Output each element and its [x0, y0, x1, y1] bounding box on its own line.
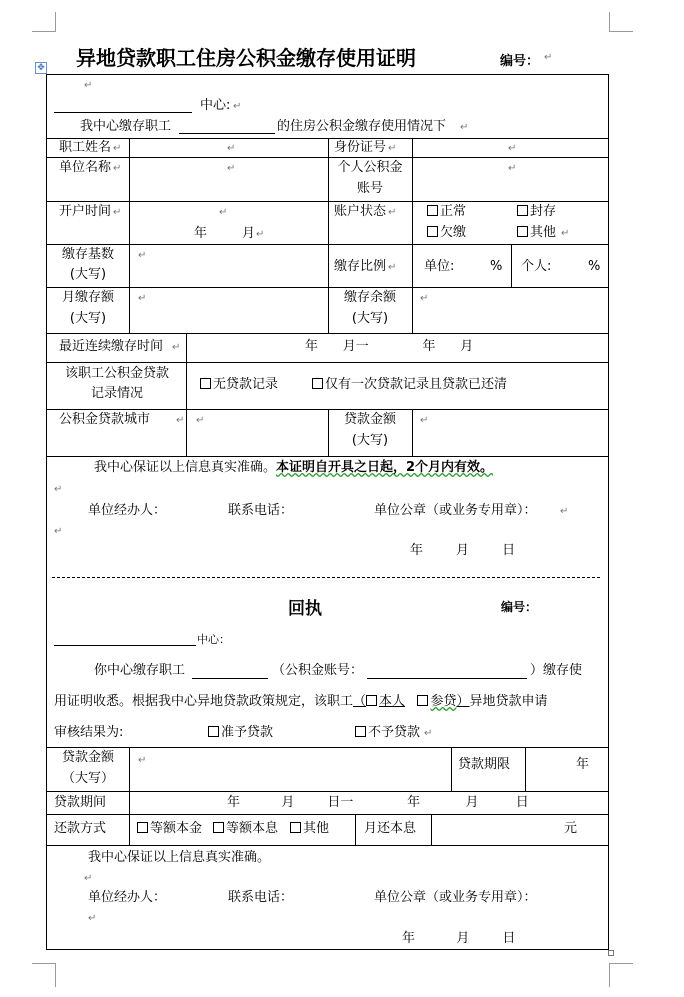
receipt-phone-label: 联系电话：	[228, 890, 294, 905]
paragraph-mark: ↵	[544, 52, 553, 63]
approve-loan-checkbox[interactable]: 准予贷款	[208, 725, 273, 741]
receipt-label-repay-method: 还款方式	[54, 821, 107, 836]
status-arrears-checkbox[interactable]: 欠缴	[427, 225, 466, 241]
paragraph-mark: ↵	[420, 293, 429, 304]
paragraph-mark: ↵	[113, 207, 122, 218]
no-loan-record-checkbox[interactable]: 无贷款记录	[200, 377, 278, 393]
crop-mark	[32, 31, 56, 32]
receipt-label-monthly-repay: 月还本息	[364, 821, 417, 836]
paragraph-mark: ↵	[172, 342, 181, 353]
receipt-handler-label: 单位经办人：	[88, 890, 167, 905]
receipt-title: 回执	[288, 599, 322, 619]
paragraph-mark: ↵	[560, 506, 569, 517]
paragraph-mark: ↵	[138, 293, 147, 304]
paragraph-mark: ↵	[388, 207, 397, 218]
status-normal-checkbox[interactable]: 正常	[427, 204, 466, 220]
label-open-time: 开户时间	[59, 204, 112, 219]
receipt-seal-label: 单位公章（或业务专用章）：	[374, 890, 537, 905]
intro-prefix: 我中心缴存职工	[80, 119, 172, 134]
receipt-label-loan-amount: 贷款金额 （大写）	[61, 750, 114, 786]
guarantee-statement: 我中心保证以上信息真实准确。本证明自开具之日起，2个月内有效。	[94, 460, 494, 475]
receipt-loan-term-year: 年	[576, 757, 590, 772]
crop-mark	[609, 31, 633, 32]
label-deposit-base: 缴存基数 (大写)	[61, 247, 114, 282]
paragraph-mark: ↵	[196, 415, 205, 426]
receipt-account-label: （公积金账号：	[272, 663, 364, 678]
receipt-center-suffix: 中心：	[197, 633, 230, 646]
crop-mark	[609, 963, 633, 964]
unit-handler-label: 单位经办人：	[88, 503, 167, 518]
label-loan-amount: 贷款金额 (大写)	[343, 412, 396, 448]
paragraph-mark: ↵	[227, 143, 236, 154]
paragraph-mark: ↵	[227, 163, 236, 174]
crop-mark	[32, 963, 56, 964]
receipt-loan-period-range: 年 月 日一 年 月 日	[227, 795, 529, 810]
receipt-label-loan-period: 贷款期间	[54, 795, 107, 810]
paragraph-mark: ↵	[138, 250, 147, 261]
paragraph-mark: ↵	[388, 262, 397, 273]
table-resize-handle[interactable]	[608, 950, 614, 956]
receipt-center-blank[interactable]	[54, 645, 196, 646]
label-deposit-balance: 缴存余额 (大写)	[343, 290, 396, 326]
contact-phone-label: 联系电话：	[228, 503, 294, 518]
paragraph-mark: ↵	[113, 163, 122, 174]
repay-equal-principal-checkbox[interactable]: 等额本金	[137, 821, 202, 837]
co-borrower-checkbox[interactable]	[417, 695, 428, 706]
receipt-account-blank[interactable]	[367, 678, 527, 679]
label-unit-percent: 单位:	[424, 259, 455, 274]
self-checkbox[interactable]	[366, 695, 377, 706]
cut-line	[52, 577, 600, 578]
repay-equal-installment-checkbox[interactable]: 等额本息	[213, 821, 278, 837]
paragraph-mark: ↵	[176, 415, 185, 426]
one-loan-repaid-checkbox[interactable]: 仅有一次贷款记录且贷款已还清	[312, 377, 507, 393]
crop-mark	[55, 12, 56, 32]
paragraph-mark: ↵	[84, 873, 93, 884]
paragraph-mark: ↵	[561, 228, 570, 239]
receipt-line1-suffix: ）缴存使	[530, 663, 583, 678]
paragraph-mark: ↵	[54, 484, 63, 495]
page-title: 异地贷款职工住房公积金缴存使用证明	[76, 46, 416, 70]
unit-seal-label: 单位公章（或业务专用章）：	[374, 503, 537, 518]
paragraph-mark: ↵	[219, 207, 228, 218]
repay-other-checkbox[interactable]: 其他	[290, 821, 329, 837]
recent-deposit-range: 年 月一 年 月	[305, 339, 474, 354]
paragraph-mark: ↵	[460, 122, 469, 133]
label-deposit-ratio: 缴存比例	[334, 259, 387, 274]
label-id-number: 身份证号	[334, 140, 387, 155]
paragraph-mark: ↵	[113, 143, 122, 154]
crop-mark	[55, 963, 56, 987]
paragraph-mark: ↵	[54, 526, 63, 537]
receipt-line1-prefix: 你中心缴存职工	[94, 663, 186, 678]
crop-mark	[609, 12, 610, 32]
label-recent-deposit-time: 最近连续缴存时间	[59, 339, 164, 354]
paragraph-mark: ↵	[84, 80, 93, 91]
paragraph-mark: ↵	[508, 163, 517, 174]
status-sealed-checkbox[interactable]: 封存	[517, 204, 556, 220]
label-account-status: 账户状态	[334, 204, 387, 219]
personal-percent-sign: %	[588, 259, 601, 274]
employee-name-blank[interactable]	[179, 133, 275, 134]
receipt-date: 年 月 日	[402, 931, 516, 946]
center-suffix: 中心:	[200, 98, 231, 113]
label-personal-percent: 个人:	[521, 259, 552, 274]
paragraph-mark: ↵	[420, 415, 429, 426]
issue-date: 年 月 日	[410, 543, 516, 558]
open-month: 月	[242, 226, 256, 241]
paragraph-mark: ↵	[388, 143, 397, 154]
review-result-label: 审核结果为:	[54, 725, 124, 740]
label-employee-name: 职工姓名	[59, 140, 112, 155]
label-loan-city: 公积金贷款城市	[59, 412, 151, 427]
label-account-number: 个人公积金 账号	[337, 160, 403, 196]
receipt-label-loan-term: 贷款期限	[458, 757, 511, 772]
paragraph-mark: ↵	[508, 143, 517, 154]
paragraph-mark: ↵	[138, 755, 147, 766]
label-loan-record: 该职工公积金贷款 记录情况	[64, 366, 169, 401]
paragraph-mark: ↵	[88, 913, 97, 924]
open-year: 年	[194, 226, 208, 241]
crop-mark	[609, 963, 610, 987]
paragraph-mark: ↵	[256, 229, 265, 240]
label-unit-name: 单位名称	[59, 160, 112, 175]
label-monthly-deposit: 月缴存额 (大写)	[61, 290, 114, 326]
paragraph-mark: ↵	[424, 728, 433, 739]
reject-loan-checkbox[interactable]: 不予贷款	[355, 725, 420, 741]
intro-suffix: 的住房公积金缴存使用情况下	[277, 119, 447, 134]
receipt-number-label: 编号：	[501, 600, 538, 614]
center-name-blank[interactable]	[54, 112, 192, 113]
table-move-handle-icon[interactable]: ✥	[35, 62, 47, 74]
receipt-guarantee: 我中心保证以上信息真实准确。	[88, 850, 271, 865]
receipt-yuan-unit: 元	[564, 821, 578, 836]
receipt-line2: 用证明收悉。根据我中心异地贷款政策规定，该职工（ 本人 参贷）异地贷款申请	[54, 694, 548, 709]
paragraph-mark: ↵	[233, 101, 242, 112]
number-label: 编号：	[500, 54, 540, 69]
unit-percent-sign: %	[490, 259, 503, 274]
receipt-employee-blank[interactable]	[192, 678, 268, 679]
status-other-checkbox[interactable]: 其他	[517, 225, 556, 241]
